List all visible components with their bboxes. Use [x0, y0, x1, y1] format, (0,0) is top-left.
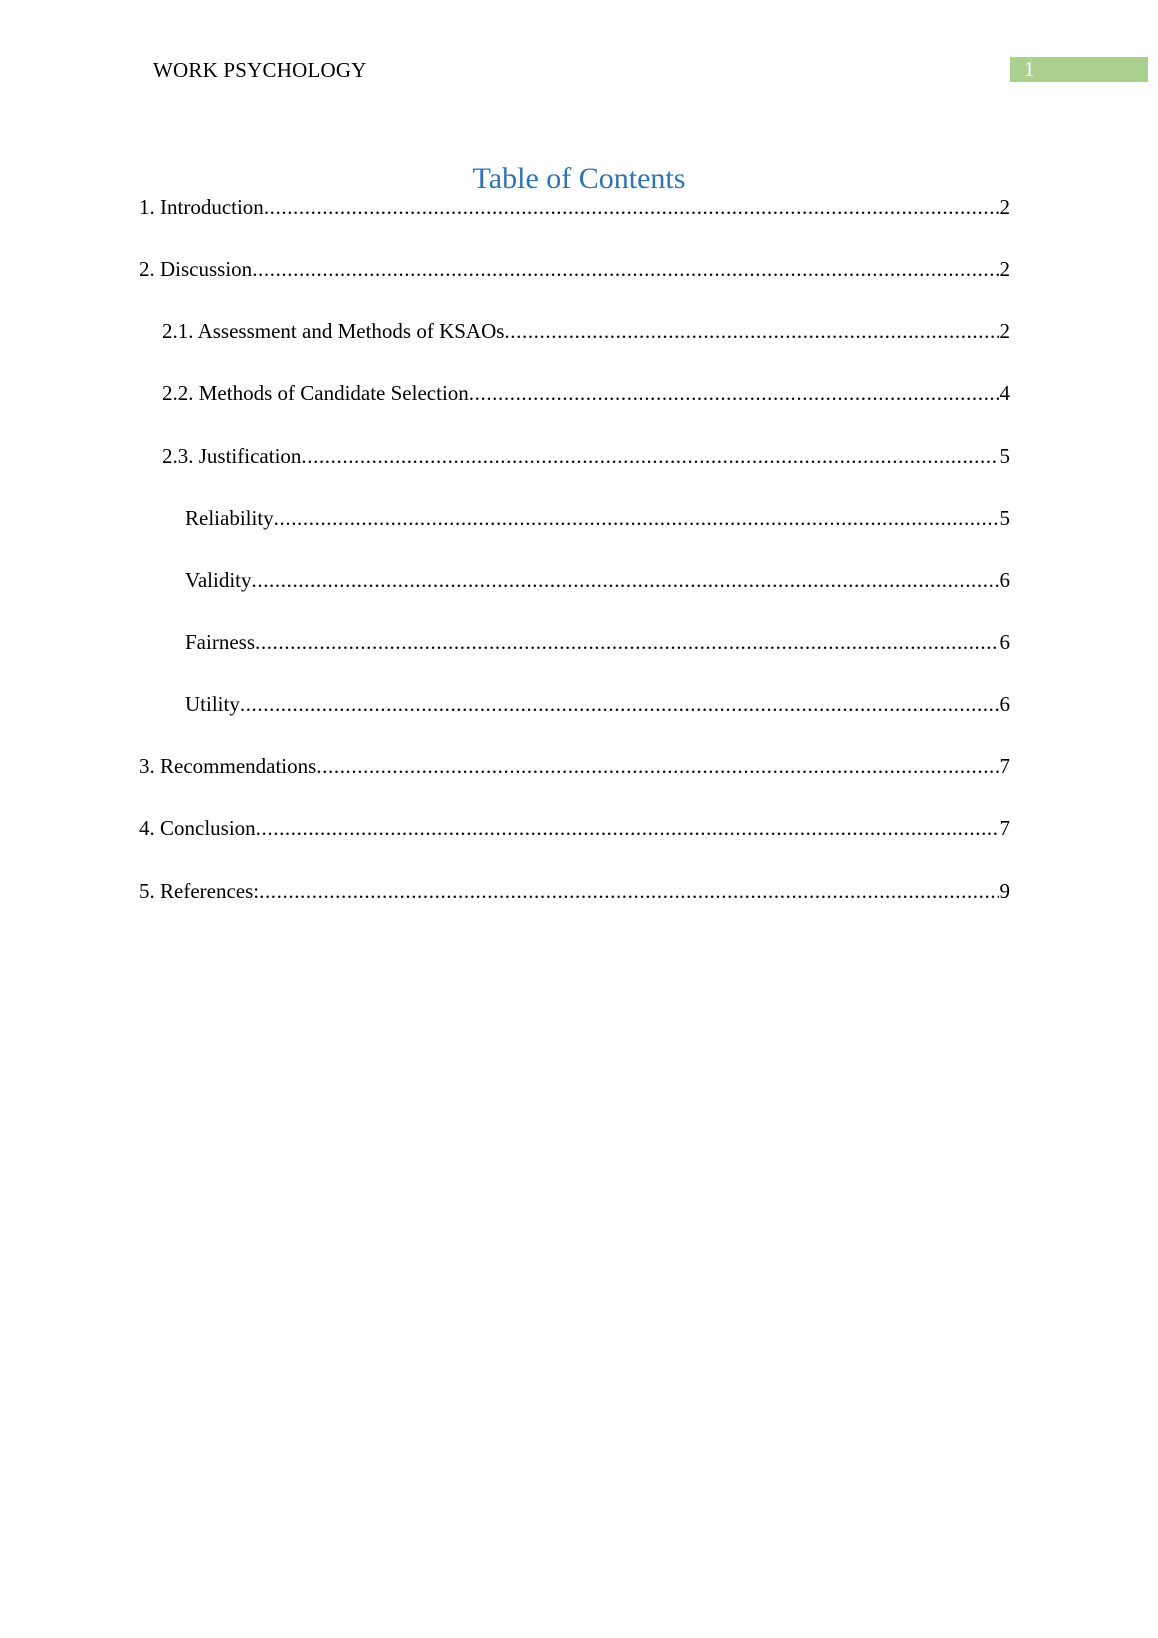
- toc-entry-page: 4: [999, 381, 1010, 405]
- toc-entry-recommendations[interactable]: [139, 752, 1010, 780]
- toc-entry-label: Fairness: [185, 630, 255, 654]
- toc-entry-page: 2: [999, 257, 1010, 281]
- toc-entry-conclusion[interactable]: [139, 814, 1010, 842]
- toc-entry-label: 4. Conclusion: [139, 816, 256, 840]
- toc-entry-assessment-ksaos[interactable]: [162, 317, 1010, 345]
- toc-entry-validity[interactable]: [185, 566, 1010, 594]
- toc-entry-label: 2.3. Justification: [162, 444, 302, 468]
- toc-entry-fairness[interactable]: [185, 628, 1010, 656]
- toc-dot-leader: [256, 814, 999, 842]
- toc-entry-page: 6: [999, 692, 1010, 716]
- toc-entry-page: 7: [999, 816, 1010, 840]
- toc-dot-leader: [240, 690, 999, 718]
- toc-entry-page: 2: [999, 195, 1010, 219]
- page-number: 1: [1024, 57, 1035, 81]
- toc-entry-justification[interactable]: [162, 442, 1010, 470]
- toc-entry-reliability[interactable]: [185, 504, 1010, 532]
- toc-entry-label: 1. Introduction: [139, 195, 264, 219]
- toc-entry-label: Validity: [185, 568, 252, 592]
- toc-entry-label: 2.2. Methods of Candidate Selection: [162, 381, 469, 405]
- toc-entry-label: Reliability: [185, 506, 274, 530]
- toc-dot-leader: [252, 566, 999, 594]
- toc-dot-leader: [504, 317, 998, 345]
- toc-entry-page: 2: [999, 319, 1010, 343]
- toc-entry-label: 2. Discussion: [139, 257, 253, 281]
- toc-entry-page: 5: [999, 506, 1010, 530]
- toc-entry-introduction[interactable]: [139, 193, 1010, 221]
- toc-entry-references[interactable]: [139, 877, 1010, 905]
- toc-dot-leader: [316, 752, 998, 780]
- toc-dot-leader: [301, 442, 998, 470]
- toc-entry-page: 6: [999, 568, 1010, 592]
- toc-dot-leader: [259, 877, 998, 905]
- toc-entry-label: 3. Recommendations: [139, 754, 317, 778]
- toc-entry-label: 2.1. Assessment and Methods of KSAOs: [162, 319, 505, 343]
- running-head: WORK PSYCHOLOGY: [153, 58, 367, 82]
- toc-entry-discussion[interactable]: [139, 255, 1010, 283]
- toc-title: Table of Contents: [472, 162, 686, 195]
- toc-entry-label: 5. References:: [139, 879, 260, 903]
- toc-entry-page: 5: [999, 444, 1010, 468]
- toc-dot-leader: [264, 193, 999, 221]
- toc-dot-leader: [252, 255, 998, 283]
- toc-entry-candidate-selection[interactable]: [162, 379, 1010, 407]
- toc-entry-label: Utility: [185, 692, 240, 716]
- toc-entry-page: 7: [999, 754, 1010, 778]
- toc-entry-utility[interactable]: [185, 690, 1010, 718]
- toc-dot-leader: [274, 504, 999, 532]
- toc-dot-leader: [255, 628, 999, 656]
- toc-dot-leader: [469, 379, 999, 407]
- toc-entry-page: 6: [999, 630, 1010, 654]
- toc-entry-page: 9: [999, 879, 1010, 903]
